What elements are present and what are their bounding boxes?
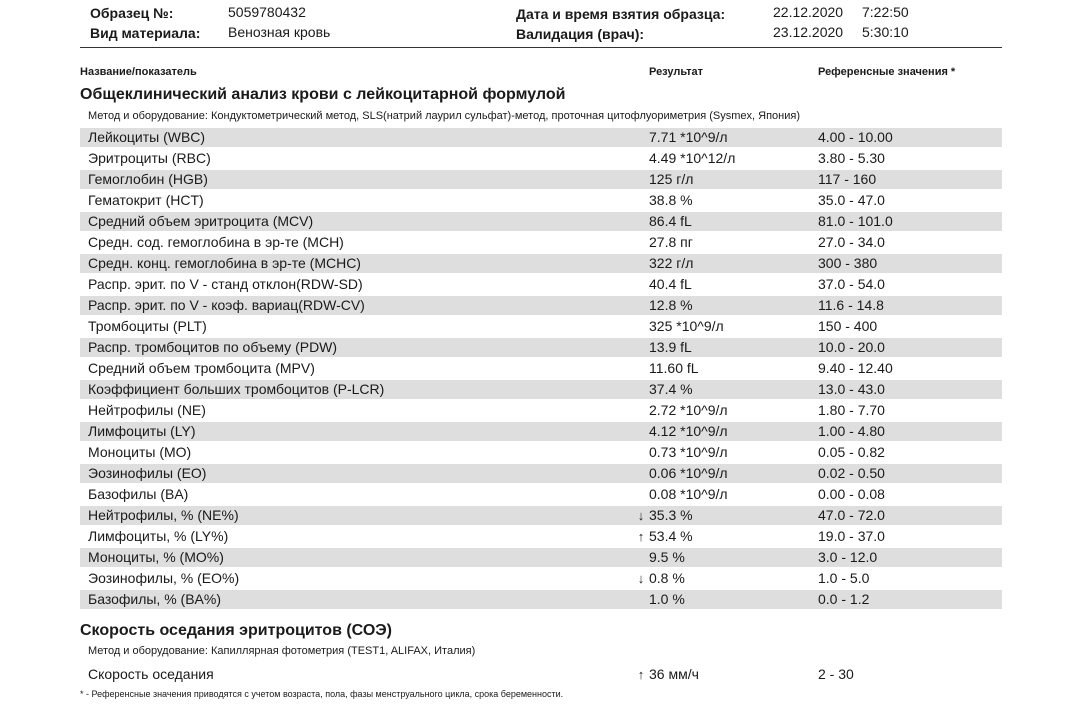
row-name: Лейкоциты (WBC) [88, 129, 206, 145]
table-row [80, 464, 1002, 483]
row-reference: 10.0 - 20.0 [818, 339, 885, 355]
sampling-date: 22.12.2020 [773, 4, 844, 20]
table-row [80, 275, 1002, 294]
validation-time: 5:30:10 [862, 24, 909, 40]
row-reference: 81.0 - 101.0 [818, 213, 893, 229]
table-row [80, 443, 1002, 462]
sample-number-label: Образец №: [90, 5, 174, 21]
row-result: 325 *10^9/л [649, 318, 724, 334]
row-result: 86.4 fL [649, 213, 692, 229]
row-result: 0.73 *10^9/л [649, 444, 728, 460]
row-name: Нейтрофилы, % (NE%) [88, 507, 239, 523]
row-result: 12.8 % [649, 297, 693, 313]
table-row [80, 401, 1002, 420]
low-flag-icon: ↓ [637, 571, 645, 586]
table-row [80, 212, 1002, 231]
validation-date: 23.12.2020 [773, 24, 844, 40]
row-name: Распр. эрит. по V - коэф. вариац(RDW-CV) [88, 297, 365, 313]
table-row [80, 128, 1002, 147]
row-name: Моноциты, % (MO%) [88, 549, 224, 565]
row-result: 2.72 *10^9/л [649, 402, 728, 418]
reference-footnote: * - Референсные значения приводятся с учетом возраста, пола, фазы менструального цикла, срока беременности. [80, 689, 564, 699]
row-reference: 300 - 380 [818, 255, 878, 271]
row-name: Распр. эрит. по V - станд отклон(RDW-SD) [88, 276, 363, 292]
row-name: Базофилы, % (BA%) [88, 591, 221, 607]
row-result: 36 мм/ч [649, 666, 699, 682]
row-name: Эозинофилы, % (EO%) [88, 570, 240, 586]
row-reference: 3.0 - 12.0 [818, 549, 878, 565]
table-row [80, 569, 1002, 588]
table-row [80, 380, 1002, 399]
table-row [80, 170, 1002, 189]
column-header-result: Результат [649, 66, 704, 78]
row-result: 0.06 *10^9/л [649, 465, 728, 481]
table-row [80, 149, 1002, 168]
row-reference: 47.0 - 72.0 [818, 507, 885, 523]
row-reference: 2 - 30 [818, 666, 854, 682]
table-row [80, 527, 1002, 546]
header-divider [80, 47, 1002, 48]
row-reference: 0.05 - 0.82 [818, 444, 885, 460]
section-method-esr: Метод и оборудование: Капиллярная фотометрия (TEST1, ALIFAX, Италия) [88, 645, 476, 657]
row-name: Скорость оседания [88, 666, 214, 682]
row-reference: 150 - 400 [818, 318, 878, 334]
row-result: 322 г/л [649, 255, 694, 271]
validation-label: Валидация (врач): [516, 26, 645, 42]
table-row [80, 548, 1002, 567]
row-result: 125 г/л [649, 171, 694, 187]
row-reference: 0.0 - 1.2 [818, 591, 870, 607]
row-result: 4.12 *10^9/л [649, 423, 728, 439]
row-reference: 4.00 - 10.00 [818, 129, 893, 145]
row-reference: 117 - 160 [818, 171, 877, 187]
table-row [80, 506, 1002, 525]
row-result: 13.9 fL [649, 339, 692, 355]
sample-number-value: 5059780432 [228, 4, 306, 20]
sampling-time: 7:22:50 [862, 4, 909, 20]
row-name: Гемоглобин (HGB) [88, 171, 208, 187]
table-row [80, 422, 1002, 441]
row-reference: 37.0 - 54.0 [818, 276, 885, 292]
row-name: Средн. конц. гемоглобина в эр-те (MCHC) [88, 255, 361, 271]
row-reference: 1.80 - 7.70 [818, 402, 885, 418]
row-result: 0.8 % [649, 570, 685, 586]
column-header-name: Название/показатель [80, 66, 197, 78]
row-result: 53.4 % [649, 528, 693, 544]
row-result: 7.71 *10^9/л [649, 129, 728, 145]
row-result: 9.5 % [649, 549, 685, 565]
row-result: 40.4 fL [649, 276, 692, 292]
row-reference: 0.00 - 0.08 [818, 486, 885, 502]
row-name: Базофилы (BA) [88, 486, 189, 502]
row-name: Средний объем эритроцита (MCV) [88, 213, 314, 229]
high-flag-icon: ↑ [637, 529, 645, 544]
row-result: 0.08 *10^9/л [649, 486, 728, 502]
table-row [80, 338, 1002, 357]
row-reference: 13.0 - 43.0 [818, 381, 885, 397]
row-name: Эозинофилы (EO) [88, 465, 207, 481]
row-name: Лимфоциты, % (LY%) [88, 528, 229, 544]
row-result: 35.3 % [649, 507, 693, 523]
table-row [80, 590, 1002, 609]
row-result: 1.0 % [649, 591, 685, 607]
row-name: Гематокрит (HCT) [88, 192, 204, 208]
row-reference: 19.0 - 37.0 [818, 528, 885, 544]
material-value: Венозная кровь [228, 24, 331, 40]
row-name: Эритроциты (RBC) [88, 150, 211, 166]
table-row [80, 317, 1002, 336]
row-reference: 27.0 - 34.0 [818, 234, 885, 250]
table-row [80, 359, 1002, 378]
results-table-cbc [80, 128, 1002, 611]
row-name: Моноциты (MO) [88, 444, 192, 460]
row-name: Коэффициент больших тромбоцитов (P-LCR) [88, 381, 385, 397]
row-name: Распр. тромбоцитов по объему (PDW) [88, 339, 338, 355]
table-row [80, 233, 1002, 252]
row-reference: 1.0 - 5.0 [818, 570, 870, 586]
row-reference: 0.02 - 0.50 [818, 465, 885, 481]
row-name: Нейтрофилы (NE) [88, 402, 206, 418]
row-name: Средн. сод. гемоглобина в эр-те (MCH) [88, 234, 344, 250]
section-method-cbc: Метод и оборудование: Кондуктометрический метод, SLS(натрий лаурил сульфат)-метод, проточная цитофлуориметрия (Sysmex, Япония) [88, 110, 801, 122]
row-name: Средний объем тромбоцита (MPV) [88, 360, 315, 376]
material-label: Вид материала: [90, 25, 201, 41]
table-row [80, 254, 1002, 273]
low-flag-icon: ↓ [637, 508, 645, 523]
row-reference: 9.40 - 12.40 [818, 360, 893, 376]
section-title-esr: Скорость оседания эритроцитов (СОЭ) [80, 622, 392, 639]
row-reference: 1.00 - 4.80 [818, 423, 885, 439]
row-reference: 35.0 - 47.0 [818, 192, 885, 208]
row-result: 27.8 пг [649, 234, 693, 250]
row-reference: 3.80 - 5.30 [818, 150, 885, 166]
section-title-cbc: Общеклинический анализ крови с лейкоцитарной формулой [80, 86, 566, 103]
table-row-esr [80, 665, 1002, 684]
row-result: 37.4 % [649, 381, 693, 397]
row-result: 11.60 fL [649, 360, 699, 376]
table-row [80, 485, 1002, 504]
row-result: 4.49 *10^12/л [649, 150, 736, 166]
row-result: 38.8 % [649, 192, 693, 208]
table-row [80, 191, 1002, 210]
sampling-datetime-label: Дата и время взятия образца: [516, 6, 726, 22]
column-header-reference: Референсные значения * [818, 66, 956, 78]
row-reference: 11.6 - 14.8 [818, 297, 884, 313]
high-flag-icon: ↑ [637, 667, 645, 682]
row-name: Тромбоциты (PLT) [88, 318, 207, 334]
row-name: Лимфоциты (LY) [88, 423, 196, 439]
table-row [80, 296, 1002, 315]
